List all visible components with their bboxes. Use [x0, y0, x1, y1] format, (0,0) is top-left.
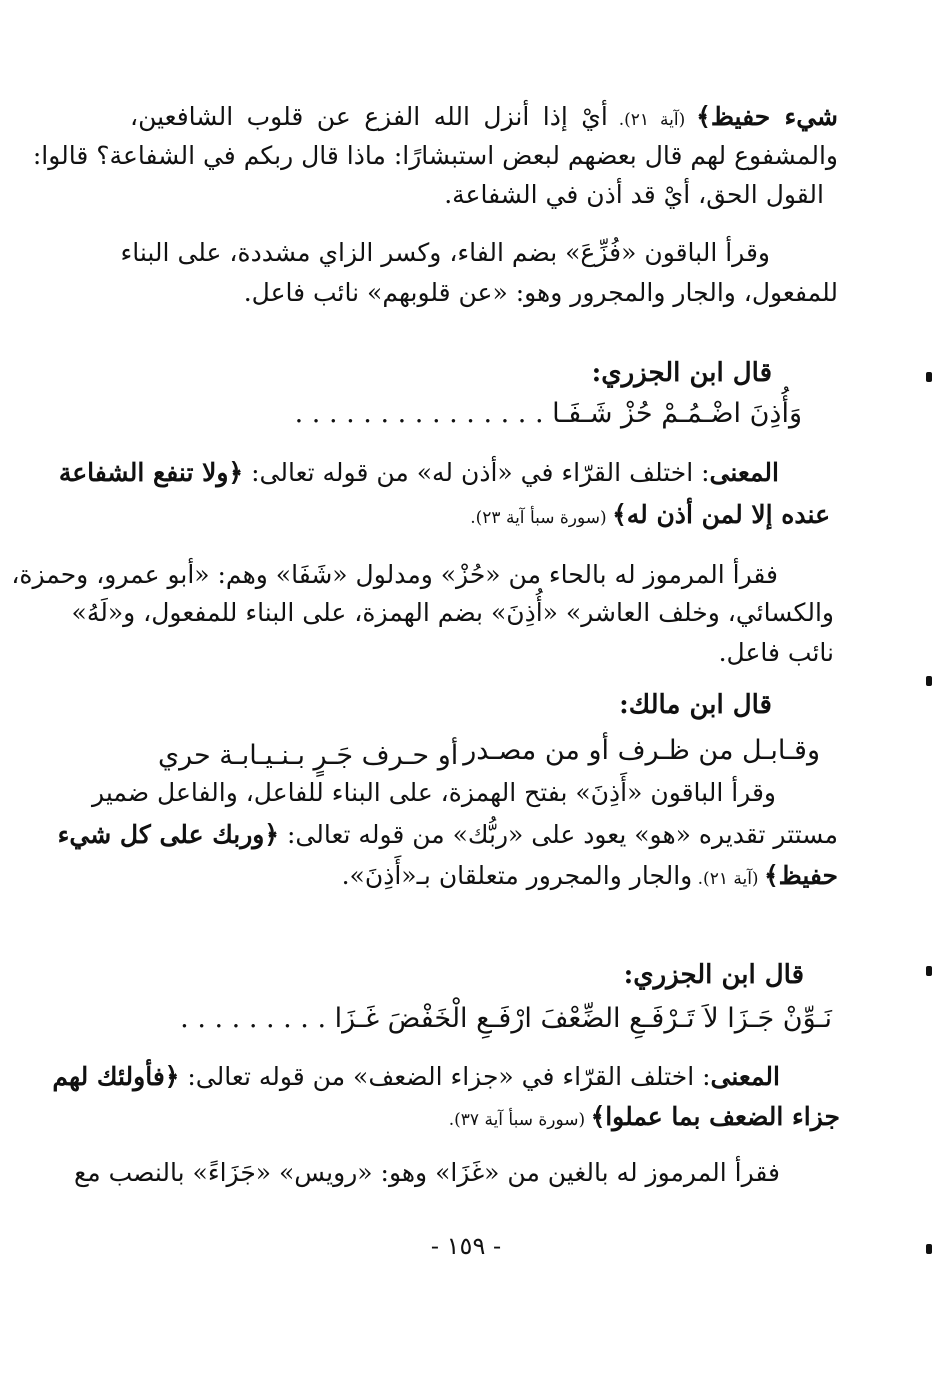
page-number: - ١٥٩ -: [430, 1232, 502, 1260]
margin-mark: [926, 676, 932, 686]
text-line: المعنى: اختلف القرّاء في «أذن له» من قوله تعالى: ﴿ولا تنفع الشفاعة: [58, 458, 779, 487]
text-line: وقرأ الباقون «فُزِّعَ» بضم الفاء، وكسر الزاي مشددة، على البناء: [120, 238, 770, 267]
section-heading: قال ابن الجزري:: [591, 358, 772, 388]
verse-line: نَـوِّنْ جَـزَا لاَ تَـرْفَـعِ الضِّعْفَ ارْفَـعِ الْخَفْضَ غَـزَا . . . . . . . . .: [180, 1003, 832, 1034]
section-heading: قال ابن الجزري:: [623, 960, 804, 990]
text-line: للمفعول، والجار والمجرور وهو: «عن قلوبهم» نائب فاعل.: [243, 278, 838, 307]
text-line: شيء حفيظ﴾ (آية ٢١). أيْ إذا أنزل الله الفزع عن قلوب الشافعين،: [130, 102, 838, 131]
text-line: وقرأ الباقون «أَذِنَ» بفتح الهمزة، على البناء للفاعل، والفاعل ضمير: [92, 778, 776, 807]
verse-line-left: أو حـرف جَـرٍ بـنـيـابـة حري: [158, 740, 459, 771]
margin-mark: [926, 372, 932, 382]
text-line: القول الحق، أيْ قد أذن في الشفاعة.: [444, 180, 824, 209]
text-line: نائب فاعل.: [718, 638, 834, 667]
text-line: مستتر تقديره «هو» يعود على «ربُّك» من قوله تعالى: ﴿وربك على كل شيء: [57, 820, 838, 849]
margin-mark: [926, 966, 932, 976]
text-line: عنده إلا لمن أذن له﴾ (سورة سبأ آية ٢٣).: [470, 500, 830, 529]
margin-mark: [926, 1244, 932, 1254]
text-line: جزاء الضعف بما عملوا﴾ (سورة سبأ آية ٣٧).: [448, 1102, 840, 1131]
text-line: والمشفوع لهم قال بعضهم لبعض استبشارًا: ماذا قال ربكم في الشفاعة؟ قالوا:: [32, 141, 838, 170]
text-line: والكسائي، وخلف العاشر» «أُذِنَ» بضم الهمزة، على البناء للمفعول، و«لَهُ»: [71, 598, 834, 627]
text-line: حفيظ﴾ (آية ٢١). والجار والمجرور متعلقان بـ«أَذِنَ».: [341, 861, 838, 890]
text-line: المعنى: اختلف القرّاء في «جزاء الضعف» من قوله تعالى: ﴿فأولئك لهم: [52, 1062, 780, 1091]
verse-line-right: وقـابـل من ظـرف أو من مصـدر: [463, 735, 820, 766]
verse-line: وَأُذِنَ اضْـمُـمْ حُزْ شَـفَـا . . . . . . . . . . . . . . .: [294, 398, 802, 429]
text-line: فقرأ المرموز له بالغين من «غَزَا» وهو: «رويس» «جَزَاءً» بالنصب مع: [73, 1158, 780, 1187]
section-heading: قال ابن مالك:: [619, 690, 772, 720]
text-line: فقرأ المرموز له بالحاء من «حُزْ» ومدلول «شَفَا» وهم: «أبو عمرو، وحمزة،: [11, 560, 778, 589]
